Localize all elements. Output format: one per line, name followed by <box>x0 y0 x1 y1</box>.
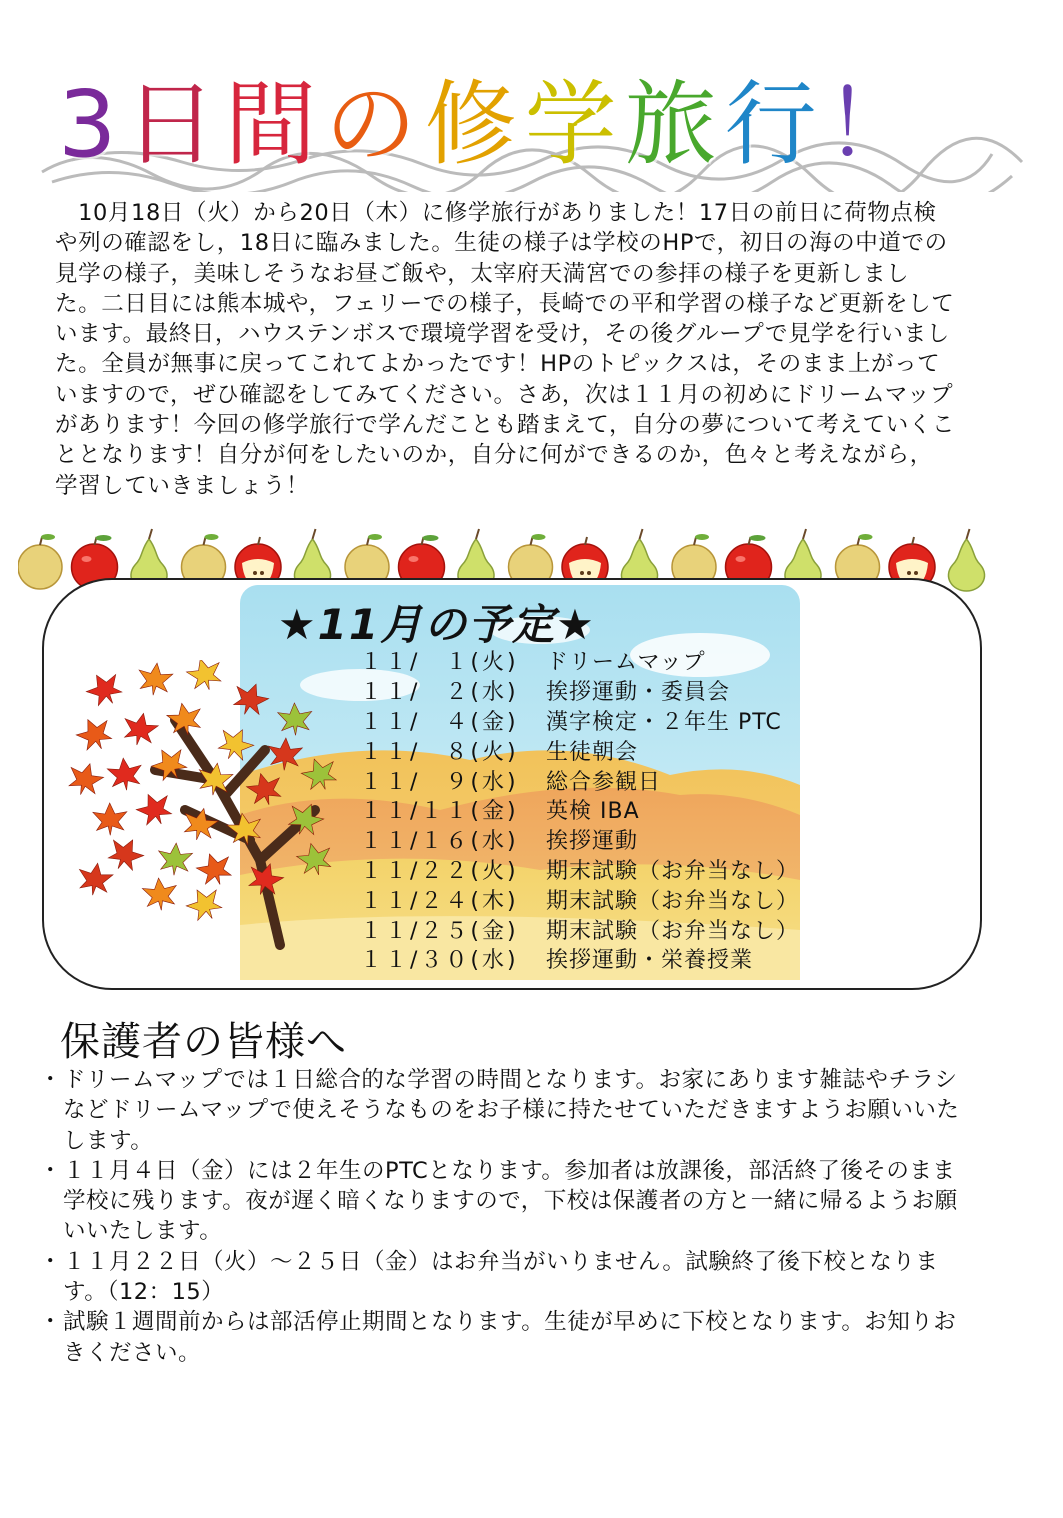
schedule-row <box>360 765 840 795</box>
schedule-row <box>360 706 840 736</box>
schedule-row <box>360 944 840 974</box>
intro-paragraph: 10月18日（火）から20日（木）に修学旅行がありました！17日の前日に荷物点検や列の確認をし，18日に臨みました。生徒の様子は学校のHPで，初日の海の中道での見学の様子，美味しそうなお昼ご飯や，太宰府天満宮での参拝の様子を更新しました。二日目には熊本城や，フェリーでの様子，長崎での平和学習の様子など更新をしています。最終日，ハウステンボスで環境学習を受け，その後グループで見学を行いました。全員が無事に戻ってこれてよかったです！HPのトピックスは，そのまま上がっていますので，ぜひ確認をしてみてください。さあ，次は１１月の初めにドリームマップがあります！今回の修学旅行で学んだことも踏まえて，自分の夢について考えていくこととなります！自分が何をしたいのか，自分に何ができるのか，色々と考えながら，学習していきましょう！ <box>55 200 956 499</box>
schedule-date: １１/２４(木) <box>360 888 519 914</box>
page-title <box>58 70 925 180</box>
schedule-date: １１/１１(金) <box>360 799 519 825</box>
guardian-note <box>35 1065 960 1156</box>
bullet-mark: ・ <box>39 1309 63 1336</box>
schedule-event: 漢字検定・２年生 PTC <box>546 710 782 735</box>
title-char: 行 <box>724 71 825 178</box>
bullet-mark: ・ <box>39 1157 63 1184</box>
schedule-event: 総合参観日 <box>546 769 662 795</box>
schedule-row <box>360 914 840 944</box>
guardian-note-text: １１月４日（金）には２年生のPTCとなります。参加者は放課後，部活終了後そのまま学校に残ります。夜が遅く暗くなりますので，下校は保護者の方と一緒に帰るようお願いいたします。 <box>63 1157 958 1245</box>
guardian-note <box>35 1307 960 1368</box>
schedule-date: １１/ ９(水) <box>360 769 519 795</box>
schedule-list <box>360 646 840 974</box>
schedule-row <box>360 884 840 914</box>
title-char: の <box>324 71 425 178</box>
schedule-row <box>360 735 840 765</box>
maple-leaf-icon <box>76 861 115 898</box>
schedule-title: ★11月の予定★ <box>278 600 596 649</box>
maple-leaf-icon <box>229 678 272 720</box>
title-char: 修 <box>424 71 525 178</box>
guardians-heading: 保護者の皆様へ <box>60 1019 347 1065</box>
schedule-date: １１/ ２(水) <box>360 680 519 706</box>
guardian-note-text: １１月２２日（火）～２５日（金）はお弁当がいりません。試験終了後下校となります。（12：15） <box>63 1248 939 1306</box>
maple-leaf-icon <box>106 756 143 792</box>
schedule-row <box>360 825 840 855</box>
schedule-event: 英検 IBA <box>546 799 640 825</box>
schedule-event: 期末試験（お弁当なし） <box>546 888 800 914</box>
guardians-notes <box>35 1065 960 1368</box>
maple-leaf-icon <box>120 710 160 749</box>
schedule-event: ドリームマップ <box>546 650 706 676</box>
schedule-event: 期末試験（お弁当なし） <box>546 858 800 884</box>
maple-leaf-icon <box>142 877 179 912</box>
maple-leaf-icon <box>267 737 303 771</box>
maple-leaf-icon <box>277 702 312 735</box>
title-area <box>20 70 1050 190</box>
schedule-date: １１/ １(火) <box>360 650 519 676</box>
schedule-event: 生徒朝会 <box>546 739 639 765</box>
title-char: 日 <box>124 71 225 178</box>
schedule-row <box>360 795 840 825</box>
guardian-note-text: 試験１週間前からは部活停止期間となります。生徒が早めに下校となります。お知りおきください。 <box>63 1309 957 1366</box>
maple-leaf-icon <box>93 803 128 836</box>
maple-leaf-icon <box>136 661 174 697</box>
bullet-mark: ・ <box>39 1248 63 1275</box>
guardian-note <box>35 1156 960 1247</box>
maple-leaf-icon <box>157 842 193 877</box>
title-char: 旅 <box>624 71 725 178</box>
schedule-event: 挨拶運動・委員会 <box>546 680 731 706</box>
guardian-note <box>35 1247 960 1308</box>
maple-leaf-icon <box>193 848 236 890</box>
maple-leaf-icon <box>133 788 177 831</box>
maple-leaf-icon <box>298 753 341 795</box>
title-char: ！ <box>824 71 925 178</box>
title-char: 学 <box>524 71 625 178</box>
guardian-note-text: ドリームマップでは１日総合的な学習の時間となります。お家にあります雑誌やチラシなどドリームマップで使えそうなものをお子様に持たせていただきますようお願いいたします。 <box>63 1067 960 1154</box>
maple-leaf-icon <box>65 759 106 800</box>
maple-leaf-icon <box>82 667 128 712</box>
title-char: 3 <box>58 71 125 178</box>
schedule-date: １１/３０(水) <box>360 948 519 974</box>
schedule-row <box>360 646 840 676</box>
schedule-event: 挨拶運動 <box>546 829 639 855</box>
schedule-event: 挨拶運動・栄養授業 <box>546 948 754 974</box>
bullet-mark: ・ <box>39 1067 63 1093</box>
schedule-date: １１/１６(水) <box>360 829 519 855</box>
maple-leaf-icon <box>72 712 116 756</box>
maple-leaf-icon <box>184 660 226 694</box>
schedule-date: １１/２５(金) <box>360 918 519 944</box>
schedule-date: １１/ ８(火) <box>360 739 519 765</box>
pear-icon <box>948 529 984 591</box>
schedule-date: １１/ ４(金) <box>360 710 519 735</box>
maple-leaf-icon <box>244 769 285 809</box>
schedule-row <box>360 855 840 885</box>
schedule-event: 期末試験（お弁当なし） <box>546 918 800 944</box>
schedule-date: １１/２２(火) <box>360 858 519 884</box>
maple-leaf-icon <box>103 832 148 876</box>
title-char: 間 <box>224 71 325 178</box>
schedule-row <box>360 676 840 706</box>
maple-leaf-icon <box>182 882 227 926</box>
asian-pear-icon <box>18 534 62 589</box>
maple-leaf-icon <box>294 839 335 879</box>
maple-tree-illustration <box>65 660 345 950</box>
